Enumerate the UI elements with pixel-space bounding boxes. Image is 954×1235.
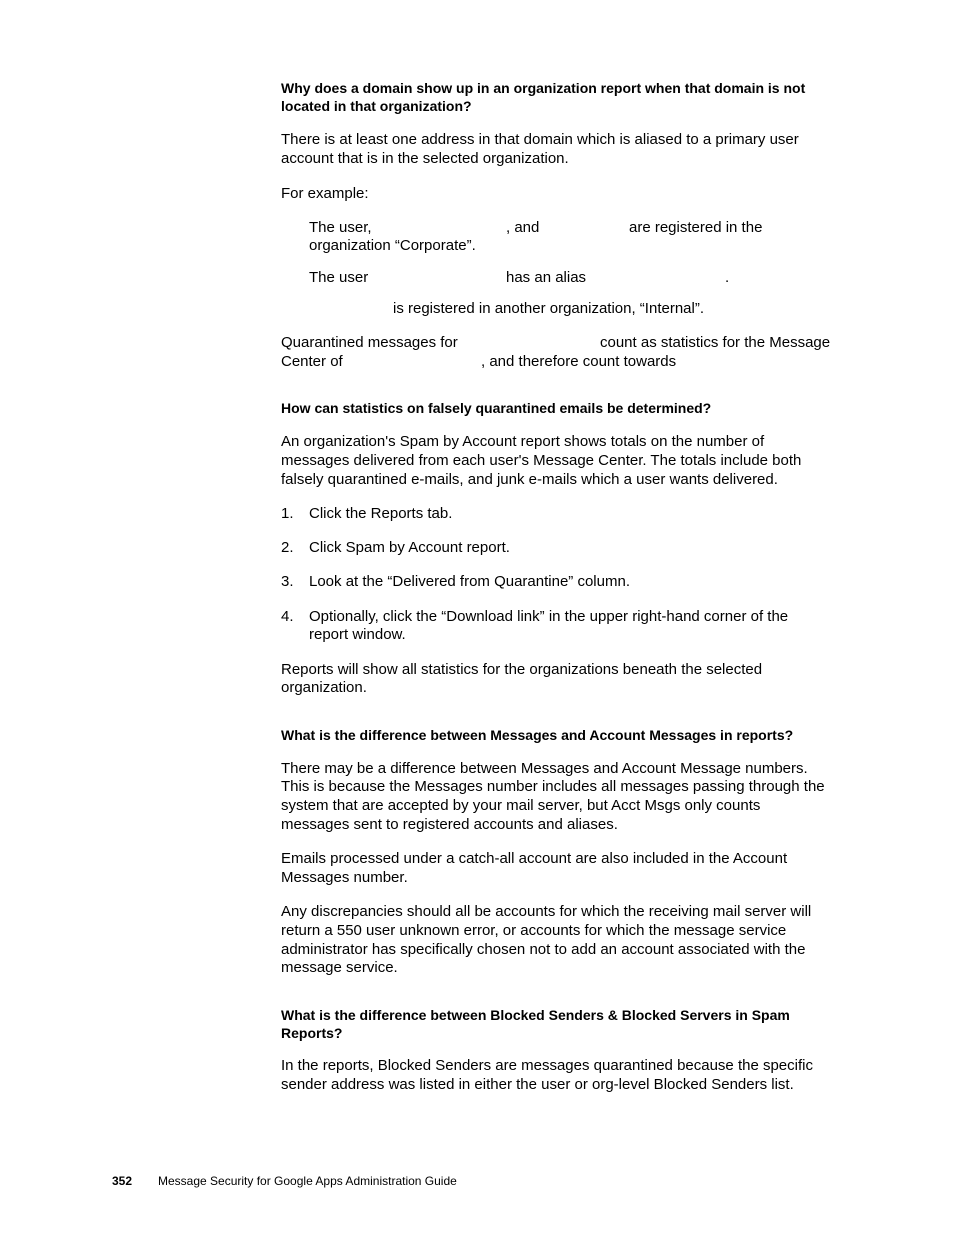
step4-text-line2: report window. — [309, 626, 406, 643]
q2-paragraph2-line1: Reports will show all statistics for the organizations beneath the selected — [281, 661, 763, 678]
example1-text-a: The user, — [309, 219, 372, 236]
q1-paragraph2-d: , and therefore count towards — [481, 353, 677, 370]
step1-number: 1. — [281, 505, 294, 522]
q2-paragraph-line3: falsely quarantined e-mails, and junk e-mails which a user wants delivered. — [281, 471, 778, 488]
step3-number: 3. — [281, 573, 294, 590]
step4-number: 4. — [281, 608, 294, 625]
q3-paragraph3-line1: Any discrepancies should all be accounts for which the receiving mail server will — [281, 903, 812, 920]
q3-heading: What is the difference between Messages and Account Messages in reports? — [281, 727, 794, 743]
page-number: 352 — [112, 1174, 133, 1188]
step1-text: Click the Reports tab. — [309, 505, 453, 522]
q4-paragraph-line2: sender address was listed in either the user or org-level Blocked Senders list. — [281, 1076, 794, 1093]
q2-heading: How can statistics on falsely quarantined emails be determined? — [281, 400, 712, 416]
q1-heading-line1: Why does a domain show up in an organization report when that domain is not — [281, 80, 806, 96]
q3-paragraph-line3: system that are accepted by your mail server, but Acct Msgs only counts — [281, 797, 761, 814]
example-label: For example: — [281, 185, 369, 202]
q3-paragraph-line2: This is because the Messages number includes all messages passing through the — [281, 778, 825, 795]
example1-text-c: are registered in the — [629, 219, 763, 236]
q1-paragraph2-c: Center of — [281, 353, 343, 370]
q3-paragraph-line4: messages sent to registered accounts and aliases. — [281, 816, 618, 833]
q1-paragraph2-b: count as statistics for the Message — [600, 334, 831, 351]
q4-heading-line1: What is the difference between Blocked Senders & Blocked Servers in Spam — [281, 1007, 790, 1023]
q2-paragraph2-line2: organization. — [281, 679, 367, 696]
step3-text: Look at the “Delivered from Quarantine” column. — [309, 573, 630, 590]
q3-paragraph3-line3: administrator has specifically chosen not to add an account associated with the — [281, 941, 806, 958]
step2-number: 2. — [281, 539, 294, 556]
q1-heading-line2: located in that organization? — [281, 98, 472, 114]
q1-paragraph-line2: account that is in the selected organization. — [281, 150, 569, 167]
example2-text-b: has an alias — [506, 269, 587, 286]
example2-text-c: . — [725, 269, 730, 286]
example1-text-line2: organization “Corporate”. — [309, 237, 476, 254]
q3-paragraph2-line1: Emails processed under a catch-all account are also included in the Account — [281, 850, 788, 867]
q2-paragraph-line1: An organization's Spam by Account report shows totals on the number of — [281, 433, 765, 450]
step4-text-line1: Optionally, click the “Download link” in the upper right-hand corner of the — [309, 608, 789, 625]
q3-paragraph3-line2: return a 550 user unknown error, or accounts for which the message service — [281, 922, 787, 939]
q3-paragraph-line1: There may be a difference between Messages and Account Message numbers. — [281, 760, 808, 777]
q3-paragraph3-line4: message service. — [281, 959, 398, 976]
q2-paragraph-line2: messages delivered from each user's Message Center. The totals include both — [281, 452, 802, 469]
step2-text: Click Spam by Account report. — [309, 539, 510, 556]
q4-heading-line2: Reports? — [281, 1025, 343, 1041]
example2-text-a: The user — [309, 269, 369, 286]
guide-title: Message Security for Google Apps Administration Guide — [158, 1174, 457, 1188]
q4-paragraph-line1: In the reports, Blocked Senders are messages quarantined because the specific — [281, 1057, 813, 1074]
q1-paragraph2-a: Quarantined messages for — [281, 334, 458, 351]
example1-text-b: , and — [506, 219, 540, 236]
example3-text: is registered in another organization, “Internal”. — [393, 300, 705, 317]
q1-paragraph-line1: There is at least one address in that domain which is aliased to a primary user — [281, 131, 799, 148]
q3-paragraph2-line2: Messages number. — [281, 869, 408, 886]
